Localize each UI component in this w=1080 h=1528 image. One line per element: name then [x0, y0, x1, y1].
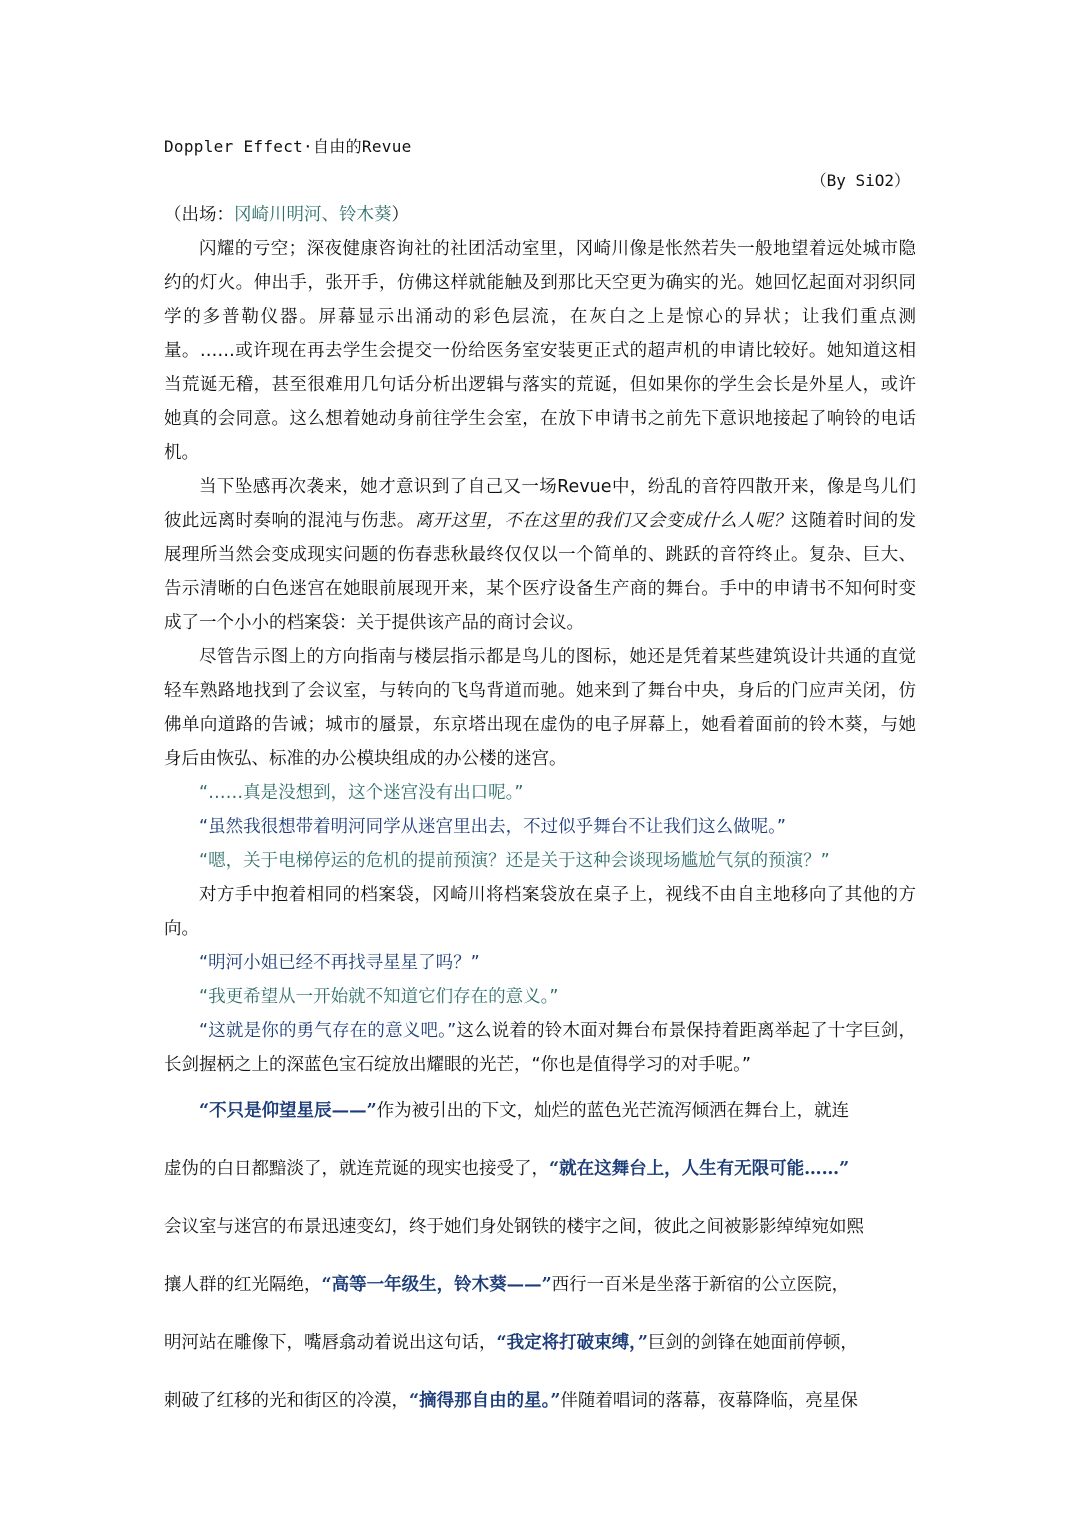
verse-text-4: 攘人群的红光隔绝，: [164, 1275, 322, 1295]
song-lyric-1: “不只是仰望星辰——”: [199, 1101, 377, 1121]
dialogue-line-5: “我更希望从一开始就不知道它们存在的意义。”: [199, 987, 559, 1007]
verse-row-2: [164, 1152, 916, 1186]
paragraph-2-italic: 离开这里，不在这里的我们又会变成什么人呢？: [414, 511, 792, 531]
paragraph-1: 闪耀的亏空；深夜健康咨询社的社团活动室里，冈崎川像是怅然若失一般地望着远处城市隐约的灯火。伸出手，张开手，仿佛这样就能触及到那比天空更为确实的光。她回忆起面对羽织同学的多普勒仪器。屏幕显示出涌动的彩色层流，在灰白之上是惊心的异状；让我们重点测量。……或许现在再去学生会提交一份给医务室安装更正式的超声机的申请比较好。她知道这相当荒诞无稽，甚至很难用几句话分析出逻辑与落实的荒诞，但如果你的学生会长是外星人，或许她真的会同意。这么想着她动身前往学生会室，在放下申请书之前先下意识地接起了响铃的电话机。: [164, 239, 916, 463]
dialogue-line-3: “嗯，关于电梯停运的危机的提前预演？还是关于这种会谈现场尴尬气氛的预演？”: [199, 851, 830, 871]
verse-text-5: 明河站在雕像下，嘴唇翕动着说出这句话，: [164, 1333, 497, 1353]
verse-text-4b: 西行一百米是坐落于新宿的公立医院，: [551, 1275, 850, 1295]
song-lyric-4: “我定将打破束缚，”: [496, 1333, 648, 1353]
cast-suffix: ）: [391, 205, 409, 225]
paragraph-5-quote: “这就是你的勇气存在的意义吧。”: [199, 1021, 457, 1041]
verse-row-4: [164, 1268, 916, 1302]
verse-text-6b: 伴随着唱词的落幕，夜幕降临，亮星保: [560, 1391, 858, 1411]
paragraph-2-part1: 当下坠感再次袭来，她才意识到了自己又一场Revue中，纷乱的音符四散开来，像是鸟儿们彼此远离时奏响的混沌与伤悲。: [164, 477, 916, 531]
dialogue-line-1: “……真是没想到，这个迷宫没有出口呢。”: [199, 783, 524, 803]
paragraph-3: 尽管告示图上的方向指南与楼层指示都是鸟儿的图标，她还是凭着某些建筑设计共通的直觉轻车熟路地找到了会议室，与转向的飞鸟背道而驰。她来到了舞台中央，身后的门应声关闭，仿佛单向道路的告诫；城市的蜃景，东京塔出现在虚伪的电子屏幕上，她看着面前的铃木葵，与她身后由恢弘、标准的办公模块组成的办公楼的迷宫。: [164, 647, 916, 769]
verse-row-6: [164, 1384, 916, 1418]
verse-text-3: 会议室与迷宫的布景迅速变幻，终于她们身处钢铁的楼宇之间，彼此之间被影影绰绰宛如熙: [164, 1217, 864, 1237]
verse-row-3: [164, 1210, 916, 1244]
document-page: [164, 130, 916, 1442]
verse-row-1: [164, 1094, 916, 1128]
verse-text-5b: 巨剑的剑锋在她面前停顿，: [647, 1333, 858, 1353]
paragraph-2-part2: 这随着时间的发展理所当然会变成现实问题的伤春悲秋最终仅仅以一个简单的、跳跃的音符终止。复杂、巨大、告示清晰的白色迷宫在她眼前展现开来，某个医疗设备生产商的舞台。手中的申请书不知何时变成了一个小小的档案袋：关于提供该产品的商讨会议。: [164, 511, 917, 633]
verse-text-2: 虚伪的白日都黯淡了，就连荒诞的现实也接受了，: [164, 1159, 549, 1179]
author-line: （By SiO2）: [810, 171, 910, 190]
verse-text-1: 作为被引出的下文，灿烂的蓝色光芒流泻倾洒在舞台上，就连: [376, 1101, 850, 1121]
song-lyric-5: “摘得那自由的星。”: [409, 1391, 561, 1411]
paragraph-5-rest: 这么说着的铃木面对舞台布景保持着距离举起了十字巨剑，长剑握柄之上的深蓝色宝石绽放出耀眼的光芒，: [164, 1021, 916, 1075]
dialogue-line-2: “虽然我很想带着明河同学从迷宫里出去，不过似乎舞台不让我们这么做呢。”: [199, 817, 786, 837]
document-title: Doppler Effect·自由的Revue: [164, 137, 412, 156]
song-lyric-3: “高等一年级生，铃木葵——”: [321, 1275, 552, 1295]
paragraph-5: [164, 1014, 916, 1082]
cast-prefix: （出场：: [164, 205, 234, 225]
dialogue-line-4: “明河小姐已经不再找寻星星了吗？”: [199, 953, 480, 973]
verse-block: [164, 1094, 916, 1418]
song-lyric-2: “就在这舞台上，人生有无限可能……”: [549, 1159, 850, 1179]
paragraph-5-quote2: “你也是值得学习的对手呢。”: [531, 1055, 751, 1075]
cast-names: 冈崎川明河、铃木葵: [234, 205, 392, 225]
paragraph-2: [164, 470, 916, 640]
verse-text-6: 刺破了红移的光和街区的冷漠，: [164, 1391, 409, 1411]
cast-line: [164, 198, 916, 232]
paragraph-4: 对方手中抱着相同的档案袋，冈崎川将档案袋放在桌子上，视线不由自主地移向了其他的方向。: [164, 885, 916, 939]
verse-row-5: [164, 1326, 916, 1360]
